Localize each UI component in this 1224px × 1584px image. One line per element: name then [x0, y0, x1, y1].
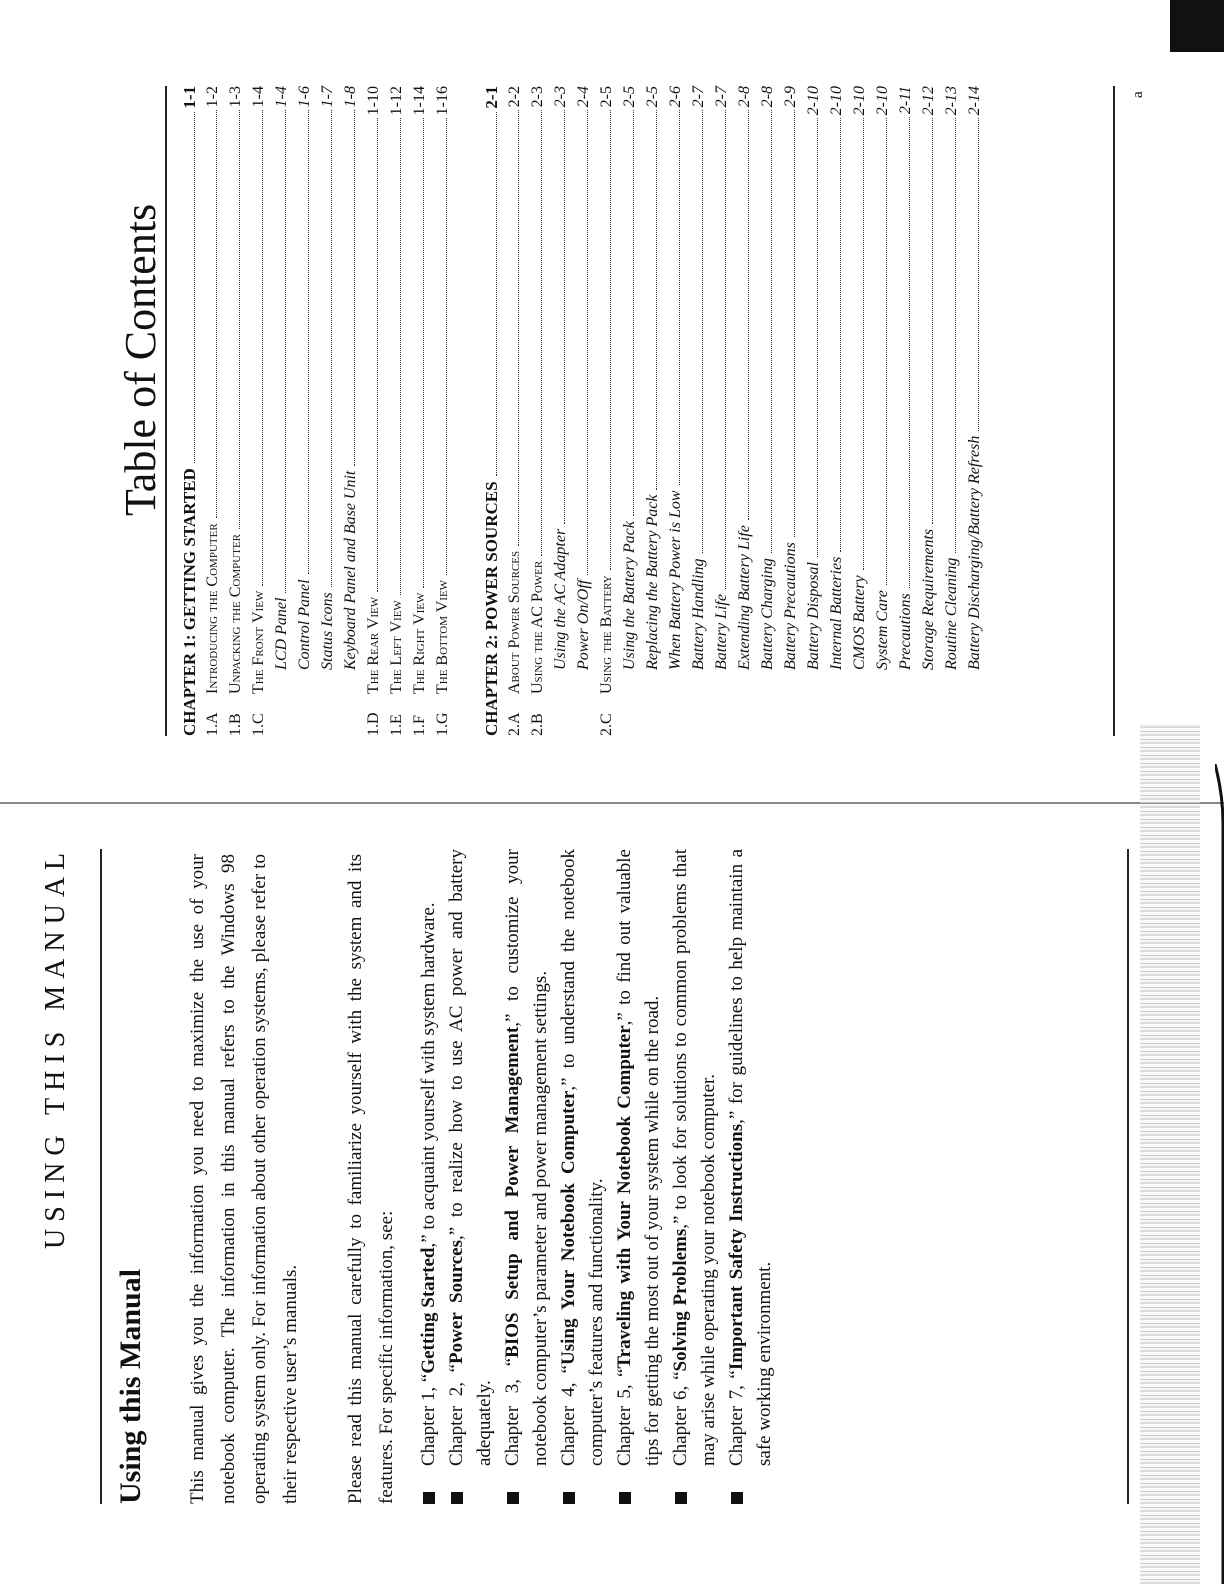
chapter-bullet	[555, 849, 611, 1504]
toc-entry-number: 1.C	[250, 713, 267, 736]
toc-entry	[641, 86, 664, 736]
dot-leader	[771, 110, 772, 553]
dot-leader	[400, 118, 401, 595]
toc-entry-page: 1-8	[342, 86, 359, 108]
toc-list	[178, 86, 986, 736]
toc-entry	[549, 86, 572, 736]
toc-entry-page: 1-10	[365, 86, 382, 116]
toc-entry-page: 2-9	[782, 86, 799, 108]
toc-entry	[503, 86, 526, 736]
toc-entry	[802, 86, 825, 736]
toc-entry	[618, 86, 641, 736]
toc-entry-page: 2-7	[713, 86, 730, 108]
chapter-bullet	[499, 849, 555, 1504]
toc-entry-title: Routine Cleaning	[943, 557, 960, 670]
toc-entry-page: 2-10	[874, 86, 891, 116]
dot-leader	[518, 110, 519, 546]
toc-chapter-entry	[178, 86, 201, 736]
toc-entry-page: 2-5	[621, 86, 638, 108]
scan-corner-mark	[1170, 0, 1224, 52]
toc-entry-page: 2-8	[759, 86, 776, 108]
section-title: Using this Manual	[114, 1268, 147, 1504]
dot-leader	[679, 110, 680, 485]
dot-leader	[541, 110, 542, 555]
toc-entry	[362, 86, 385, 736]
intro-paragraph: This manual gives you the information you need to maximize the use of your notebook computer. The information in this manual refers to the Windows 98 operating system only. For information about other operation systems, please refer to their respective user’s manuals.	[187, 854, 301, 1504]
toc-title: Table of Contents	[116, 203, 165, 516]
bullet-text-pre: Chapter 1, “	[418, 1373, 439, 1466]
toc-entry	[316, 86, 339, 736]
toc-entry-page: 2-10	[828, 86, 845, 116]
toc-entry	[779, 86, 802, 736]
square-bullet-icon	[507, 1492, 519, 1504]
dot-leader	[496, 112, 497, 477]
toc-entry-number: 1.D	[365, 712, 382, 736]
toc-entry	[247, 86, 270, 736]
bullet-chapter-name: Important Safety Instructions	[726, 1123, 747, 1371]
toc-entry-title: The Bottom View	[434, 579, 451, 694]
toc-entry-title: The Left View	[388, 600, 405, 694]
bottom-rule	[1127, 849, 1129, 1504]
toc-entry-title: Using the Battery	[598, 575, 615, 694]
bullet-text-post: ,” for guidelines to help maintain a safe working environment.	[726, 848, 775, 1466]
toc-entry	[595, 86, 618, 736]
table-of-contents-page	[60, 36, 1160, 736]
dot-leader	[794, 110, 795, 537]
scan-edge-artifact	[1140, 724, 1200, 1584]
toc-entry	[733, 86, 756, 736]
toc-entry	[293, 86, 316, 736]
toc-entry-page: 2-10	[851, 86, 868, 116]
toc-entry	[201, 86, 224, 736]
toc-entry-page: 2-8	[736, 86, 753, 108]
toc-entry-page: 2-7	[690, 86, 707, 108]
bullet-text-post: ,” to realize how to use AC power and battery adequately.	[446, 849, 495, 1466]
toc-entry-title: Replacing the Battery Pack	[644, 494, 661, 670]
bullet-text-pre: Chapter 7, “	[726, 1370, 747, 1466]
toc-entry-page: 2-6	[667, 86, 684, 108]
dot-leader	[909, 117, 910, 588]
toc-entry-title: Extending Battery Life	[736, 525, 753, 670]
toc-entry	[756, 86, 779, 736]
dot-leader	[377, 118, 378, 592]
chapter-bullet	[723, 849, 779, 1504]
dot-leader	[702, 110, 703, 553]
toc-entry-page: 1-14	[411, 86, 428, 116]
toc-entry	[339, 86, 362, 736]
bullet-text-pre: Chapter 4, “	[558, 1364, 579, 1466]
bullet-text-pre: Chapter 2, “	[446, 1363, 467, 1466]
toc-entry-page: 2-2	[506, 86, 523, 108]
toc-entry-title: The Front View	[250, 590, 267, 694]
toc-entry	[894, 86, 917, 736]
bullet-chapter-name: Using Your Notebook Computer	[558, 1090, 579, 1365]
bullet-chapter-name: Power Sources	[446, 1239, 467, 1364]
toc-entry-title: When Battery Power is Low	[667, 490, 684, 670]
toc-entry	[917, 86, 940, 736]
toc-entry-title: Precautions	[897, 593, 914, 670]
toc-entry	[408, 86, 431, 736]
chapter-bullet	[667, 849, 723, 1504]
bullet-text-post: ,” to customize your notebook computer’s parameter and power management settings.	[502, 848, 551, 1466]
toc-entry	[963, 86, 986, 736]
toc-entry-page: 1-6	[296, 86, 313, 108]
toc-entry-page: 1-4	[250, 86, 267, 108]
toc-entry-title: Using the AC Power	[529, 560, 546, 694]
toc-entry-title: Battery Handling	[690, 558, 707, 670]
toc-entry-title: Using the AC Adapter	[552, 528, 569, 670]
toc-entry-title: LCD Panel	[273, 597, 290, 670]
toc-entry	[224, 86, 247, 736]
dot-leader	[239, 110, 240, 529]
page-fold-line	[0, 802, 1224, 804]
running-head: USING THIS MANUAL	[40, 845, 71, 1249]
toc-entry-page: 2-12	[920, 86, 937, 116]
dot-leader	[194, 112, 195, 464]
dot-leader	[955, 118, 956, 552]
toc-entry	[825, 86, 848, 736]
bullet-text-post: ,” to find out valuable tips for getting the most out of your system while on the road.	[614, 849, 663, 1466]
toc-entry-page: 2-13	[943, 86, 960, 116]
toc-entry-title: Internal Batteries	[828, 556, 845, 670]
chapter-bullet-list	[415, 849, 779, 1504]
toc-entry-title: Battery Life	[713, 594, 730, 670]
toc-entry-title: Unpacking the Computer	[227, 534, 244, 694]
dot-leader	[978, 118, 979, 430]
toc-entry-page: 1-4	[273, 86, 290, 108]
toc-entry-title: CHAPTER 2: POWER SOURCES	[482, 481, 501, 736]
toc-entry-title: Battery Precautions	[782, 542, 799, 670]
toc-entry-page: 2-3	[552, 86, 569, 108]
toc-entry-page: 1-16	[434, 86, 451, 116]
bullet-text-pre: Chapter 3, “	[502, 1357, 523, 1466]
dot-leader	[423, 118, 424, 587]
dot-leader	[840, 118, 841, 551]
toc-entry-page: 2-1	[482, 86, 501, 109]
dot-leader	[354, 110, 355, 465]
square-bullet-icon	[423, 1492, 435, 1504]
toc-entry-title: About Power Sources	[506, 550, 523, 694]
dot-leader	[863, 118, 864, 570]
toc-entry	[385, 86, 408, 736]
page-number: a	[1130, 91, 1146, 98]
binding-mark	[1215, 764, 1224, 1584]
chapter-bullet	[611, 849, 667, 1504]
dot-leader	[308, 110, 309, 574]
dot-leader	[886, 118, 887, 585]
toc-entry-number: 1.B	[227, 713, 244, 736]
dot-leader	[610, 110, 611, 570]
toc-entry-number: 2.A	[506, 712, 523, 736]
toc-entry	[871, 86, 894, 736]
dot-leader	[656, 110, 657, 489]
toc-entry	[526, 86, 549, 736]
top-rule	[100, 849, 102, 1504]
toc-entry-title: Keyboard Panel and Base Unit	[342, 470, 359, 670]
toc-entry	[710, 86, 733, 736]
toc-entry-title: Status Icons	[319, 592, 336, 670]
toc-entry-number: 2.B	[529, 713, 546, 736]
toc-entry-number: 1.A	[204, 712, 221, 736]
toc-entry-title: Battery Charging	[759, 558, 776, 670]
toc-gap	[454, 86, 480, 736]
square-bullet-icon	[619, 1492, 631, 1504]
toc-entry-page: 1-12	[388, 86, 405, 116]
bullet-chapter-name: Solving Problems	[670, 1228, 691, 1372]
toc-entry-title: Battery Disposal	[805, 562, 822, 670]
dot-leader	[725, 110, 726, 589]
toc-entry-title: Power On/Off	[575, 579, 592, 670]
toc-entry-page: 2-5	[644, 86, 661, 108]
toc-entry-page: 2-11	[897, 86, 914, 115]
dot-leader	[446, 118, 447, 575]
toc-entry	[664, 86, 687, 736]
toc-entry-page: 1-2	[204, 86, 221, 108]
toc-entry-title: Battery Discharging/Battery Refresh	[966, 435, 983, 670]
dot-leader	[748, 110, 749, 520]
dot-leader	[633, 110, 634, 516]
toc-entry-page: 2-10	[805, 86, 822, 116]
toc-entry-number: 2.C	[598, 713, 615, 736]
chapter-bullet	[415, 849, 443, 1504]
toc-entry	[687, 86, 710, 736]
bullet-chapter-name: BIOS Setup and Power Management	[502, 1026, 523, 1358]
toc-entry-number: 1.G	[434, 712, 451, 736]
bullet-text-pre: Chapter 5, “	[614, 1368, 635, 1466]
toc-entry-page: 1-7	[319, 86, 336, 108]
dot-leader	[262, 110, 263, 585]
toc-entry	[431, 86, 454, 736]
toc-entry-title: System Care	[874, 590, 891, 670]
dot-leader	[216, 110, 217, 518]
bullet-text-post: ,” to acquaint yourself with system hardware.	[418, 902, 439, 1248]
toc-entry	[270, 86, 293, 736]
bullet-text-pre: Chapter 6, “	[670, 1371, 691, 1466]
toc-entry-page: 2-14	[966, 86, 983, 116]
toc-entry-title: Introducing the Computer	[204, 523, 221, 694]
bullet-text-post: ,” to understand the notebook computer’s features and functionality.	[558, 849, 607, 1466]
square-bullet-icon	[451, 1492, 463, 1504]
toc-entry-title: CMOS Battery	[851, 575, 868, 670]
dot-leader	[331, 110, 332, 587]
toc-entry-page: 1-1	[180, 86, 199, 109]
toc-entry-title: Control Panel	[296, 579, 313, 670]
toc-chapter-entry	[480, 86, 503, 736]
square-bullet-icon	[563, 1492, 575, 1504]
toc-entry-page: 2-5	[598, 86, 615, 108]
toc-entry-page: 1-3	[227, 86, 244, 108]
instruction-paragraph: Please read this manual carefully to familiarize yourself with the system and its features. For specific information, see:	[345, 854, 397, 1504]
toc-entry-number: 1.F	[411, 715, 428, 736]
toc-entry-title: The Rear View	[365, 596, 382, 694]
toc-entry	[848, 86, 871, 736]
bullet-chapter-name: Getting Started	[418, 1247, 439, 1374]
using-manual-page	[30, 845, 1180, 1504]
toc-top-rule	[165, 86, 167, 736]
chapter-bullet	[443, 849, 499, 1504]
toc-entry-page: 2-4	[575, 86, 592, 108]
toc-entry-number: 1.E	[388, 714, 405, 736]
bullet-chapter-name: Traveling with Your Notebook Computer	[614, 1025, 635, 1369]
square-bullet-icon	[731, 1492, 743, 1504]
toc-entry-title: Using the Battery Pack	[621, 521, 638, 670]
dot-leader	[285, 110, 286, 592]
dot-leader	[587, 110, 588, 574]
dot-leader	[564, 110, 565, 523]
toc-entry-title: Storage Requirements	[920, 528, 937, 670]
toc-bottom-rule	[1113, 86, 1115, 736]
toc-entry	[572, 86, 595, 736]
toc-entry-page: 2-3	[529, 86, 546, 108]
dot-leader	[817, 118, 818, 557]
toc-entry	[940, 86, 963, 736]
toc-entry-title: CHAPTER 1: GETTING STARTED	[180, 468, 199, 736]
dot-leader	[932, 118, 933, 524]
toc-entry-title: The Right View	[411, 592, 428, 694]
bullet-text-post: ,” to look for solutions to common problems that may arise while operating your notebook computer.	[670, 849, 719, 1466]
square-bullet-icon	[675, 1492, 687, 1504]
